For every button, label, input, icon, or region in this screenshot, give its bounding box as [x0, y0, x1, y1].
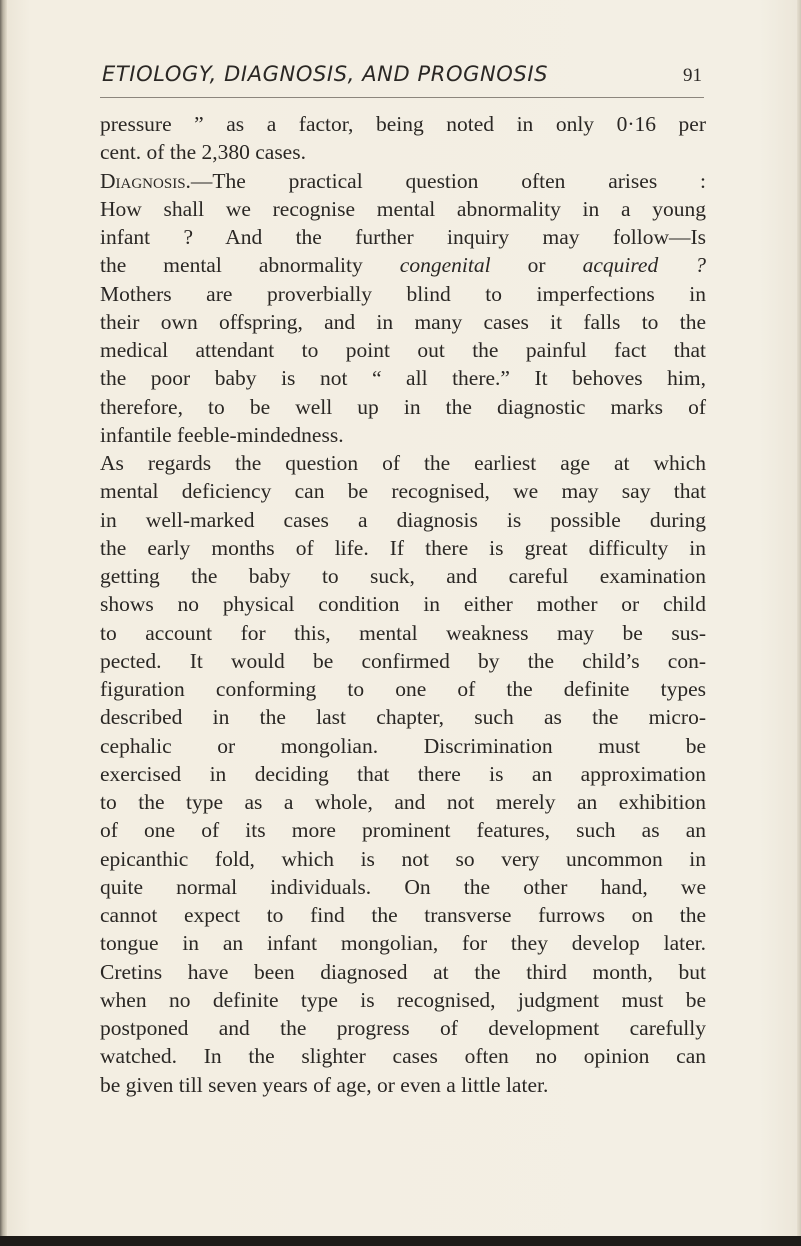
text-line: epicanthic fold, which is not so very uncommon in: [100, 846, 706, 871]
text-line: the mental abnormality congenital or acquired ?: [100, 253, 706, 278]
text-line: Cretins have been diagnosed at the third month, but: [100, 959, 706, 984]
page-bottom-border: [0, 1236, 801, 1246]
text-line: exercised in deciding that there is an approximation: [100, 761, 706, 786]
page-edge: [797, 0, 801, 1246]
body-text: [100, 110, 706, 1099]
text-line: pected. It would be confirmed by the child’s con-: [100, 648, 706, 673]
text-line: therefore, to be well up in the diagnostic marks of: [100, 394, 706, 419]
running-head: [102, 62, 702, 92]
text-line: postponed and the progress of development carefully: [100, 1016, 706, 1040]
text-line: shows no physical condition in either mother or child: [100, 592, 706, 617]
text-line: be given till seven years of age, or even a little later.: [100, 1072, 549, 1097]
text-line: medical attendant to point out the painful fact that: [100, 338, 706, 362]
text-line: cephalic or mongolian. Discrimination must be: [100, 733, 706, 758]
text-line: to account for this, mental weakness may be sus-: [100, 620, 706, 645]
text-line: quite normal individuals. On the other hand, we: [100, 874, 706, 899]
running-head-title: ETIOLOGY, DIAGNOSIS, AND PROGNOSIS: [102, 62, 549, 86]
text-line: getting the baby to suck, and careful examination: [100, 564, 706, 588]
text-line: infantile feeble-mindedness.: [100, 422, 344, 447]
text-line: How shall we recognise mental abnormality in a young: [100, 196, 706, 221]
text-line: watched. In the slighter cases often no opinion can: [100, 1044, 706, 1069]
text-line: in well-marked cases a diagnosis is possible during: [100, 507, 706, 532]
text-line: tongue in an infant mongolian, for they develop later.: [100, 931, 706, 956]
text-line: to the type as a whole, and not merely an exhibition: [100, 790, 706, 814]
text-line: Diagnosis.—The practical question often arises :: [100, 168, 706, 193]
text-line: the early months of life. If there is great difficulty in: [100, 535, 706, 560]
page-gutter-shadow: [0, 0, 7, 1246]
text-line: cent. of the 2,380 cases.: [100, 140, 306, 165]
text-line: Mothers are proverbially blind to imperfections in: [100, 281, 706, 306]
text-line: of one of its more prominent features, such as an: [100, 818, 706, 843]
text-line: the poor baby is not “ all there.” It behoves him,: [100, 366, 706, 391]
text-line: mental deficiency can be recognised, we may say that: [100, 479, 706, 504]
text-line: figuration conforming to one of the definite types: [100, 677, 706, 701]
text-line: cannot expect to find the transverse furrows on the: [100, 903, 706, 927]
text-line: when no definite type is recognised, judgment must be: [100, 987, 706, 1012]
text-line: infant ? And the further inquiry may follow—Is: [100, 225, 706, 249]
header-rule: [100, 97, 704, 98]
text-line: pressure ” as a factor, being noted in only 0·16 per: [100, 112, 706, 136]
text-line: their own offspring, and in many cases it falls to the: [100, 309, 706, 334]
text-line: described in the last chapter, such as the micro-: [100, 705, 706, 730]
page-number: 91: [683, 65, 702, 86]
text-line: As regards the question of the earliest age at which: [100, 451, 706, 475]
